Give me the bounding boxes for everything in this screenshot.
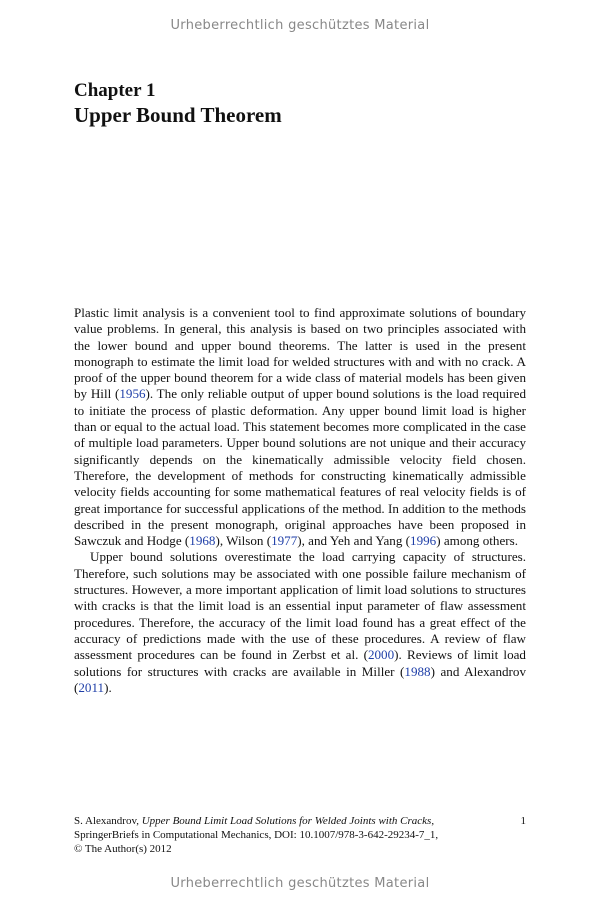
text-run: ). [104,679,112,695]
footer-copyright: © The Author(s) 2012 [74,843,172,855]
text-run: ), Wilson ( [215,533,272,549]
watermark-top: Urheberrechtlich geschütztes Material [170,18,430,33]
footer-punct: , [431,815,435,827]
text-run: ). Reviews of limit load solutions for structures with cracks are available in Miller ( [74,647,526,679]
page-footer [74,814,526,856]
footer-citation-line [74,814,526,828]
text-run: ) and Alexandrov ( [74,663,526,695]
text-run: Upper bound solutions overestimate the load carrying capacity of structures. Therefore, such solutions may be associated with one possible failure mechanism of structures. However, a more important application of limit load solutions to structures with cracks is that the limit load is an essential input parameter of flaw assessment procedures. Therefore, the accuracy of the limit load found has a great effect of the accuracy of predictions made with the use of these procedures. A review of flaw assessment procedures can be found in Zerbst et al. ( [74,549,526,663]
text-run: ). The only reliable output of upper bound solutions is the load required to initiate the process of plastic deformation. Any upper bound limit load is higher than or equal to the actual load. This statement becomes more complicated in the case of multiple load parameters. Upper bound solutions are not unique and their accuracy significantly depends on the kinematically admissible velocity field chosen. Therefore, the development of methods for constructing kinematically admissible velocity fields accounting for some mathematical features of real velocity fields is of great importance for successful applications of the method. In addition to the methods described in the present monograph, original approaches have been proposed in Sawczuk and Hodge ( [74,386,526,549]
citation-link-miller-1988[interactable]: 1988 [404,663,431,679]
text-run: ) among others. [436,533,519,549]
body-text [74,305,526,696]
paragraph-1 [74,305,526,549]
footer-author: S. Alexandrov, [74,815,142,827]
chapter-heading [74,80,282,128]
citation-link-yeh-1996[interactable]: 1996 [410,533,437,549]
citation-link-sawczuk-1968[interactable]: 1968 [189,533,216,549]
citation-link-zerbst-2000[interactable]: 2000 [367,647,395,663]
chapter-title: Upper Bound Theorem [74,103,282,127]
footer-series-line: SpringerBriefs in Computational Mechanics, DOI: 10.1007/978-3-642-29234-7_1, [74,829,439,841]
page-number: 1 [520,815,526,827]
citation-link-hill-1956[interactable]: 1956 [119,386,146,402]
chapter-label: Chapter 1 [74,80,156,101]
citation-link-wilson-1977[interactable]: 1977 [271,533,298,549]
watermark-bottom: Urheberrechtlich geschütztes Material [170,876,430,891]
text-run: ), and Yeh and Yang ( [297,533,411,549]
footer-book-title: Upper Bound Limit Load Solutions for Welded Joints with Cracks [141,815,432,827]
citation-link-alexandrov-2011[interactable]: 2011 [78,679,105,695]
text-run: Plastic limit analysis is a convenient tool to find approximate solutions of boundary value problems. In general, this analysis is based on two principles associated with the lower bound and upper bound theorems. The latter is used in the present monograph to estimate the limit load for welded structures with and with no crack. A proof of the upper bound theorem for a wide class of material models has been given by Hill ( [74,305,526,402]
paragraph-2 [74,549,526,696]
